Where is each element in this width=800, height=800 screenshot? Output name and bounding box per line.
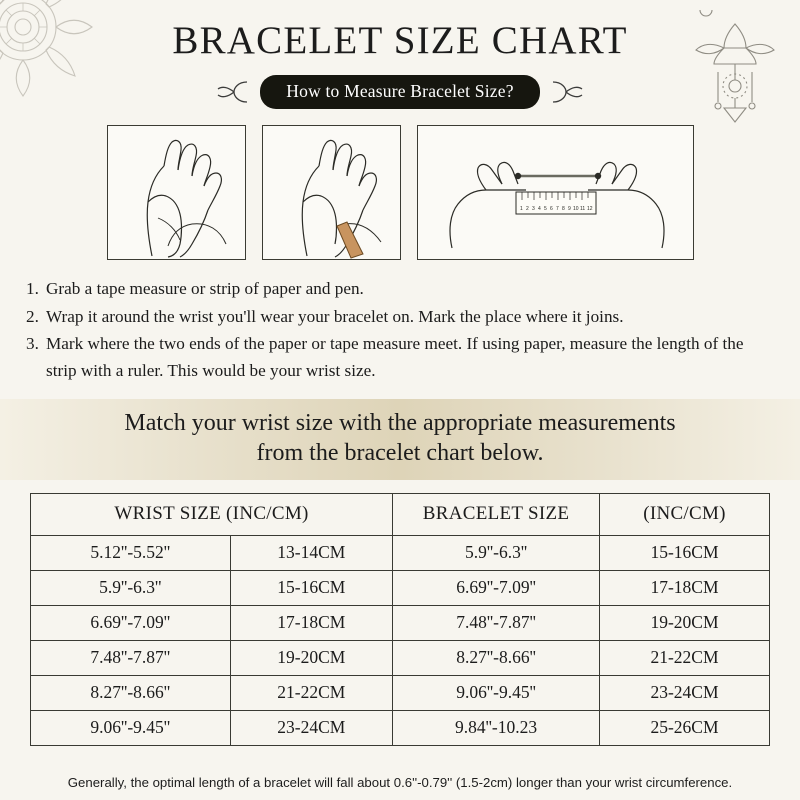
banner-line-2: from the bracelet chart below. [256,440,544,467]
table-row [31,536,770,571]
svg-text:4: 4 [537,206,541,212]
table-row [31,571,770,606]
cell-wrist-cm: 23-24CM [230,711,393,746]
step-text: Mark where the two ends of the paper or tape measure meet. If using paper, measure the length of the strip with a ruler. This would be your wrist size. [46,334,744,380]
step-text: Grab a tape measure or strip of paper and pen. [46,279,364,298]
cell-bracelet-cm: 15-16CM [600,536,770,571]
cell-bracelet-cm: 25-26CM [600,711,770,746]
svg-text:1: 1 [519,206,523,212]
svg-text:7: 7 [555,206,559,212]
instruction-image-3 [417,125,694,260]
table-header-wrist: WRIST SIZE (INC/CM) [31,494,393,536]
step-number: 2. [26,306,39,326]
table-row [31,641,770,676]
footnote: Generally, the optimal length of a bracelet will fall about 0.6''-0.79'' (1.5-2cm) longer than your wrist circumference. [67,775,733,790]
cell-wrist-inch: 7.48''-7.87'' [31,641,231,676]
cell-wrist-inch: 5.9''-6.3'' [31,571,231,606]
cell-wrist-cm: 21-22CM [230,676,393,711]
cell-wrist-inch: 9.06''-9.45'' [31,711,231,746]
cell-bracelet-inch: 5.9''-6.3'' [393,536,600,571]
svg-text:3: 3 [531,206,535,212]
list-item [26,331,770,384]
hand-tape-illustration-icon [108,126,245,259]
cell-wrist-cm: 15-16CM [230,571,393,606]
flourish-right-icon [550,79,584,105]
cell-wrist-cm: 17-18CM [230,606,393,641]
list-item [26,304,770,331]
svg-text:2: 2 [525,206,529,212]
hands-ruler-illustration-icon [418,126,693,259]
instruction-image-2 [262,125,401,260]
size-table [30,493,770,746]
cell-bracelet-inch: 6.69''-7.09'' [393,571,600,606]
table-header-bracelet-units: (INC/CM) [600,494,770,536]
step-text: Wrap it around the wrist you'll wear your bracelet on. Mark the place where it joins. [46,306,624,326]
list-item [26,276,770,303]
flourish-left-icon [216,79,250,105]
banner-line-1: Match your wrist size with the appropriate measurements [124,409,676,436]
cell-bracelet-cm: 17-18CM [600,571,770,606]
instruction-images [0,125,800,260]
cell-wrist-cm: 13-14CM [230,536,393,571]
instruction-image-1 [107,125,246,260]
cell-bracelet-cm: 23-24CM [600,676,770,711]
svg-text:11: 11 [579,206,585,212]
cell-wrist-inch: 8.27''-8.66'' [31,676,231,711]
cell-bracelet-cm: 21-22CM [600,641,770,676]
cell-wrist-cm: 19-20CM [230,641,393,676]
step-number: 1. [26,279,39,298]
svg-text:5: 5 [543,206,547,212]
cell-bracelet-inch: 8.27''-8.66'' [393,641,600,676]
subtitle-pill: How to Measure Bracelet Size? [260,75,539,109]
instruction-steps [26,276,770,385]
table-row [31,606,770,641]
cell-bracelet-inch: 9.06''-9.45'' [393,676,600,711]
page-title: BRACELET SIZE CHART [172,19,628,62]
step-number: 3. [26,334,39,354]
cell-bracelet-inch: 7.48''-7.87'' [393,606,600,641]
match-banner [0,399,800,480]
table-row [31,676,770,711]
svg-text:10: 10 [572,206,579,212]
table-header-bracelet: BRACELET SIZE [393,494,600,536]
cell-wrist-inch: 5.12''-5.52'' [31,536,231,571]
svg-text:8: 8 [561,206,565,212]
table-row [31,711,770,746]
cell-wrist-inch: 6.69''-7.09'' [31,606,231,641]
cell-bracelet-cm: 19-20CM [600,606,770,641]
svg-text:12: 12 [586,206,593,212]
svg-text:6: 6 [549,206,553,212]
svg-text:9: 9 [567,206,571,212]
subtitle-row [0,75,800,109]
cell-bracelet-inch: 9.84''-10.23 [393,711,600,746]
hand-paper-strip-illustration-icon [263,126,400,259]
table-header-row [31,494,770,536]
